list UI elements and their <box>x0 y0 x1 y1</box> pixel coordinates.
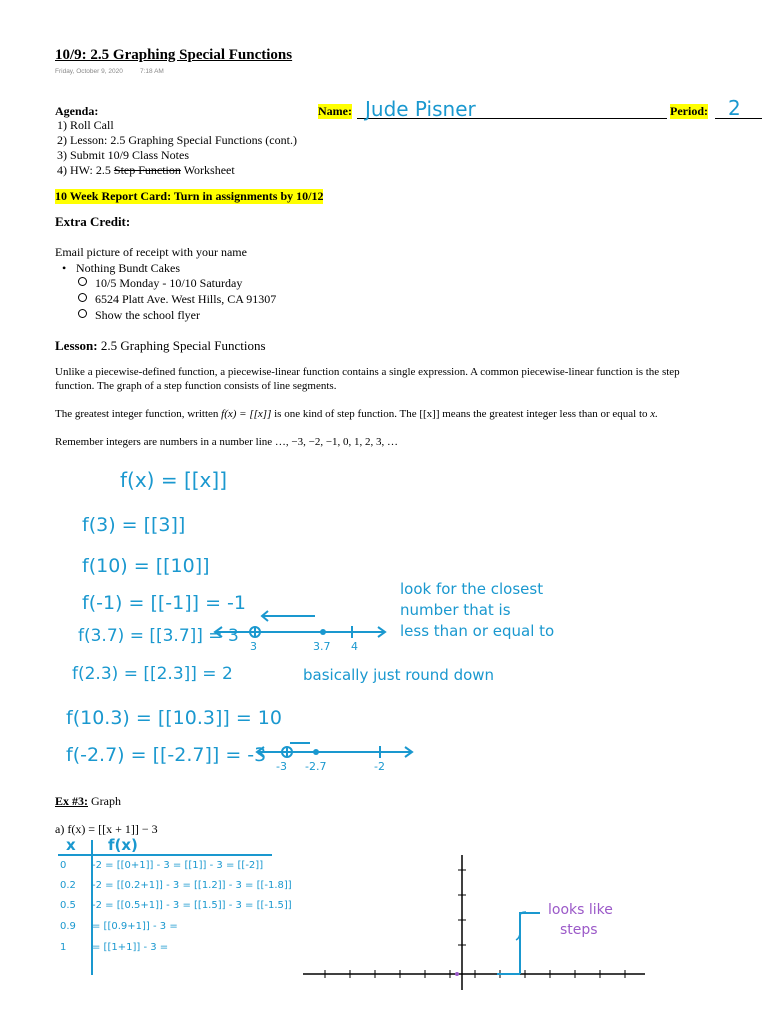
lesson-paragraph: The greatest integer function, written f(x) = [[x]] is one kind of step function. The [[x]] means the greatest integer less than or equal to x. <box>55 408 658 420</box>
time-stamp: 7:18 AM <box>140 68 164 75</box>
handwritten-line: f(3.7) = [[3.7]] = 3 <box>78 626 239 646</box>
name-label: Name: <box>318 104 352 118</box>
number-line-label: 4 <box>351 640 358 653</box>
handwritten-line: f(-2.7) = [[-2.7]] = -3 <box>66 744 267 766</box>
agenda-heading: Agenda: <box>55 104 99 118</box>
number-line-label: 3.7 <box>313 640 331 653</box>
handwritten-line: f(-1) = [[-1]] = -1 <box>82 592 246 614</box>
period-value: 2 <box>728 96 741 120</box>
handwritten-main: f(x) = [[x]] <box>120 468 228 492</box>
number-line-dot <box>320 629 326 635</box>
handwritten-line: f(10.3) = [[10.3]] = 10 <box>66 707 282 729</box>
table-row: 1 = [[1+1]] - 3 = <box>60 942 169 953</box>
lesson-paragraph: function. The graph of a step function consists of line segments. <box>55 380 337 392</box>
report-card-note: 10 Week Report Card: Turn in assignments by 10/12 <box>55 189 324 203</box>
example-part: a) f(x) = [[x + 1]] − 3 <box>55 822 158 836</box>
handwritten-note: look for the closest <box>400 580 544 598</box>
agenda-item: 1) Roll Call <box>57 118 114 132</box>
handwritten-note: basically just round down <box>303 666 495 684</box>
sub-bullet-item: 10/5 Monday - 10/10 Saturday <box>78 276 242 291</box>
handwritten-note: less than or equal to <box>400 622 555 640</box>
lesson-heading: Lesson: 2.5 Graphing Special Functions <box>55 338 266 353</box>
number-line-label: 3 <box>250 640 257 653</box>
table-header-x: x <box>66 836 76 854</box>
graph-ticks <box>325 870 625 978</box>
handwritten-line: f(3) = [[3]] <box>82 514 186 536</box>
number-line-1 <box>215 611 385 638</box>
table-row: 0.2 -2 = [[0.2+1]] - 3 = [[1.2]] - 3 = [[-1.8]] <box>60 880 292 891</box>
handwritten-note: number that is <box>400 601 511 619</box>
extra-credit-heading: Extra Credit: <box>55 214 131 229</box>
number-line-dot <box>313 749 319 755</box>
agenda-item: 3) Submit 10/9 Class Notes <box>57 148 190 162</box>
handwritten-line: f(2.3) = [[2.3]] = 2 <box>72 664 233 684</box>
table-row: 0 -2 = [[0+1]] - 3 = [[1]] - 3 = [[-2]] <box>60 860 264 871</box>
number-line-label: -3 <box>276 760 287 773</box>
lesson-paragraph: Unlike a piecewise-defined function, a piecewise-linear function contains a single expression. A common piecewise-linear function is the step <box>55 366 680 378</box>
number-line-2 <box>257 743 412 758</box>
sub-bullet-item: 6524 Platt Ave. West Hills, CA 91307 <box>78 292 276 307</box>
table-row: 0.5 -2 = [[0.5+1]] - 3 = [[1.5]] - 3 = [[-1.5]] <box>60 900 292 911</box>
lesson-paragraph: Remember integers are numbers in a number line …, −3, −2, −1, 0, 1, 2, 3, … <box>55 436 399 448</box>
graph-axes <box>303 855 645 990</box>
number-line-label: -2 <box>374 760 385 773</box>
extra-credit-intro: Email picture of receipt with your name <box>55 245 247 259</box>
number-line-label: -2.7 <box>305 760 327 773</box>
graph-note: steps <box>560 922 598 938</box>
agenda-item: 2) Lesson: 2.5 Graphing Special Functions (cont.) <box>57 133 297 147</box>
graph-origin-dot <box>455 972 459 976</box>
example-heading: Ex #3: Graph <box>55 794 121 808</box>
period-label: Period: <box>670 104 708 118</box>
agenda-item: 4) HW: 2.5 Step Function Worksheet <box>57 163 235 177</box>
graph-note: looks like <box>548 902 613 918</box>
table-row: 0.9 = [[0.9+1]] - 3 = <box>60 921 178 932</box>
bullet-item: • Nothing Bundt Cakes <box>62 261 180 275</box>
sub-bullet-item: Show the school flyer <box>78 308 200 323</box>
student-name: Jude Pisner <box>365 97 476 121</box>
date-stamp: Friday, October 9, 2020 <box>55 68 123 75</box>
table-rules <box>58 840 272 975</box>
page-title: 10/9: 2.5 Graphing Special Functions <box>55 47 293 63</box>
table-header-fx: f(x) <box>108 836 138 854</box>
graph-step-sketch <box>497 913 540 974</box>
handwritten-line: f(10) = [[10]] <box>82 555 210 577</box>
